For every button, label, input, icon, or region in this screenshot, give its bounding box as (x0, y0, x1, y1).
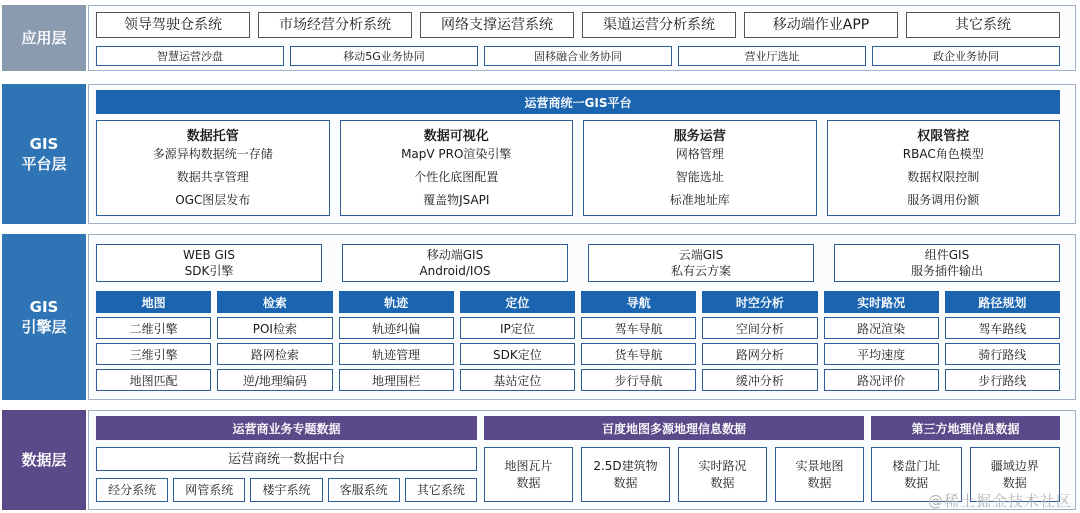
watermark: @稀土掘金技术社区 (927, 492, 1072, 510)
third-party-data-item: 楼盘门址 数据 (871, 447, 962, 502)
gis-platform-layer-panel (88, 84, 1076, 224)
engine-module-item: 二维引擎 (96, 317, 211, 339)
app-scenario-box: 固移融合业务协同 (484, 46, 672, 66)
gis-platform-column-item: 个性化底图配置 (414, 170, 499, 184)
gis-platform-column-item: 数据共享管理 (176, 170, 249, 184)
gis-platform-column-title: 数据可视化 (423, 129, 489, 144)
gis-platform-column (827, 120, 1061, 216)
gis-platform-column-item: 标准地址库 (669, 193, 730, 207)
engine-module-title: 检索 (217, 291, 332, 313)
engine-module-item: 路况渲染 (824, 317, 939, 339)
data-layer-label: 数据层 (2, 410, 86, 510)
engine-module-item: SDK定位 (460, 343, 575, 365)
gis-platform-column-item: MapV PRO渲染引擎 (401, 147, 512, 161)
gis-platform-column-item: RBAC角色模型 (902, 147, 984, 161)
gis-platform-column-title: 数据托管 (186, 129, 239, 144)
gis-platform-column-item: 服务调用份额 (907, 193, 980, 207)
app-layer-label: 应用层 (2, 5, 86, 71)
gis-platform-column-item: 网格管理 (675, 147, 724, 161)
app-system-box: 市场经营分析系统 (258, 12, 412, 38)
engine-module-item: 骑行路线 (945, 343, 1060, 365)
engine-module-item: 路况评价 (824, 369, 939, 391)
engine-module-item: POI检索 (217, 317, 332, 339)
engine-module-title: 轨迹 (339, 291, 454, 313)
engine-module-item: 三维引擎 (96, 343, 211, 365)
operator-system-box: 经分系统 (96, 478, 168, 502)
engine-module-item: 基站定位 (460, 369, 575, 391)
baidu-data-item: 实景地图 数据 (775, 447, 864, 502)
operator-system-box: 客服系统 (328, 478, 400, 502)
engine-module-item: 逆/地理编码 (217, 369, 332, 391)
gis-platform-title-bar: 运营商统一GIS平台 (96, 90, 1060, 114)
gis-engine-layer-label: GIS 引擎层 (2, 234, 86, 400)
engine-module-item: 驾车路线 (945, 317, 1060, 339)
operator-data-title-bar: 运营商业务专题数据 (96, 416, 477, 440)
baidu-data-item: 2.5D建筑物 数据 (581, 447, 670, 502)
engine-module-item: 地理围栏 (339, 369, 454, 391)
engine-module-item: 缓冲分析 (702, 369, 817, 391)
gis-platform-column-item: 多源异构数据统一存储 (152, 147, 273, 161)
gis-platform-column-item: 覆盖物JSAPI (423, 193, 490, 207)
engine-module-item: 驾车导航 (581, 317, 696, 339)
app-layer-panel (88, 5, 1076, 71)
baidu-data-item: 实时路况 数据 (678, 447, 767, 502)
engine-product-box: 组件GIS 服务插件输出 (834, 244, 1060, 282)
engine-product-box: WEB GIS SDK引擎 (96, 244, 322, 282)
app-system-box: 网络支撑运营系统 (420, 12, 574, 38)
gis-platform-column-item: 数据权限控制 (907, 170, 980, 184)
third-party-data-title-bar: 第三方地理信息数据 (871, 416, 1060, 440)
app-system-box: 其它系统 (906, 12, 1060, 38)
operator-data-platform: 运营商统一数据中台 (96, 447, 477, 471)
gis-platform-column-title: 权限管控 (917, 129, 970, 144)
gis-engine-layer-panel (88, 234, 1076, 400)
engine-module-item: 平均速度 (824, 343, 939, 365)
engine-module-title: 地图 (96, 291, 211, 313)
app-system-box: 领导驾驶仓系统 (96, 12, 250, 38)
engine-product-box: 云端GIS 私有云方案 (588, 244, 814, 282)
third-party-data-item: 疆域边界 数据 (970, 447, 1061, 502)
engine-module-item: 空间分析 (702, 317, 817, 339)
gis-platform-layer-label: GIS 平台层 (2, 84, 86, 224)
gis-platform-column-item: OGC图层发布 (175, 193, 251, 207)
engine-module-title: 定位 (460, 291, 575, 313)
app-scenario-box: 移动5G业务协同 (290, 46, 478, 66)
gis-platform-column-title: 服务运营 (673, 129, 726, 144)
app-scenario-box: 智慧运营沙盘 (96, 46, 284, 66)
engine-module-item: 路网分析 (702, 343, 817, 365)
app-system-box: 移动端作业APP (744, 12, 898, 38)
engine-module-title: 时空分析 (702, 291, 817, 313)
engine-module-title: 路径规划 (945, 291, 1060, 313)
gis-platform-column (583, 120, 817, 216)
app-scenario-box: 营业厅选址 (678, 46, 866, 66)
engine-module-item: 轨迹纠偏 (339, 317, 454, 339)
engine-module-item: 步行路线 (945, 369, 1060, 391)
app-system-box: 渠道运营分析系统 (582, 12, 736, 38)
operator-system-box: 楼宇系统 (250, 478, 322, 502)
engine-module-item: 轨迹管理 (339, 343, 454, 365)
engine-module-title: 实时路况 (824, 291, 939, 313)
gis-platform-column (96, 120, 330, 216)
engine-module-item: 货车导航 (581, 343, 696, 365)
engine-module-item: IP定位 (460, 317, 575, 339)
engine-module-title: 导航 (581, 291, 696, 313)
operator-system-box: 其它系统 (405, 478, 477, 502)
app-scenario-box: 政企业务协同 (872, 46, 1060, 66)
operator-system-box: 网管系统 (173, 478, 245, 502)
gis-platform-column (340, 120, 574, 216)
engine-module-item: 路网检索 (217, 343, 332, 365)
gis-platform-column-item: 智能选址 (675, 170, 724, 184)
engine-module-item: 地图匹配 (96, 369, 211, 391)
engine-module-item: 步行导航 (581, 369, 696, 391)
engine-product-box: 移动端GIS Android/IOS (342, 244, 568, 282)
baidu-data-item: 地图瓦片 数据 (484, 447, 573, 502)
baidu-data-title-bar: 百度地图多源地理信息数据 (484, 416, 864, 440)
